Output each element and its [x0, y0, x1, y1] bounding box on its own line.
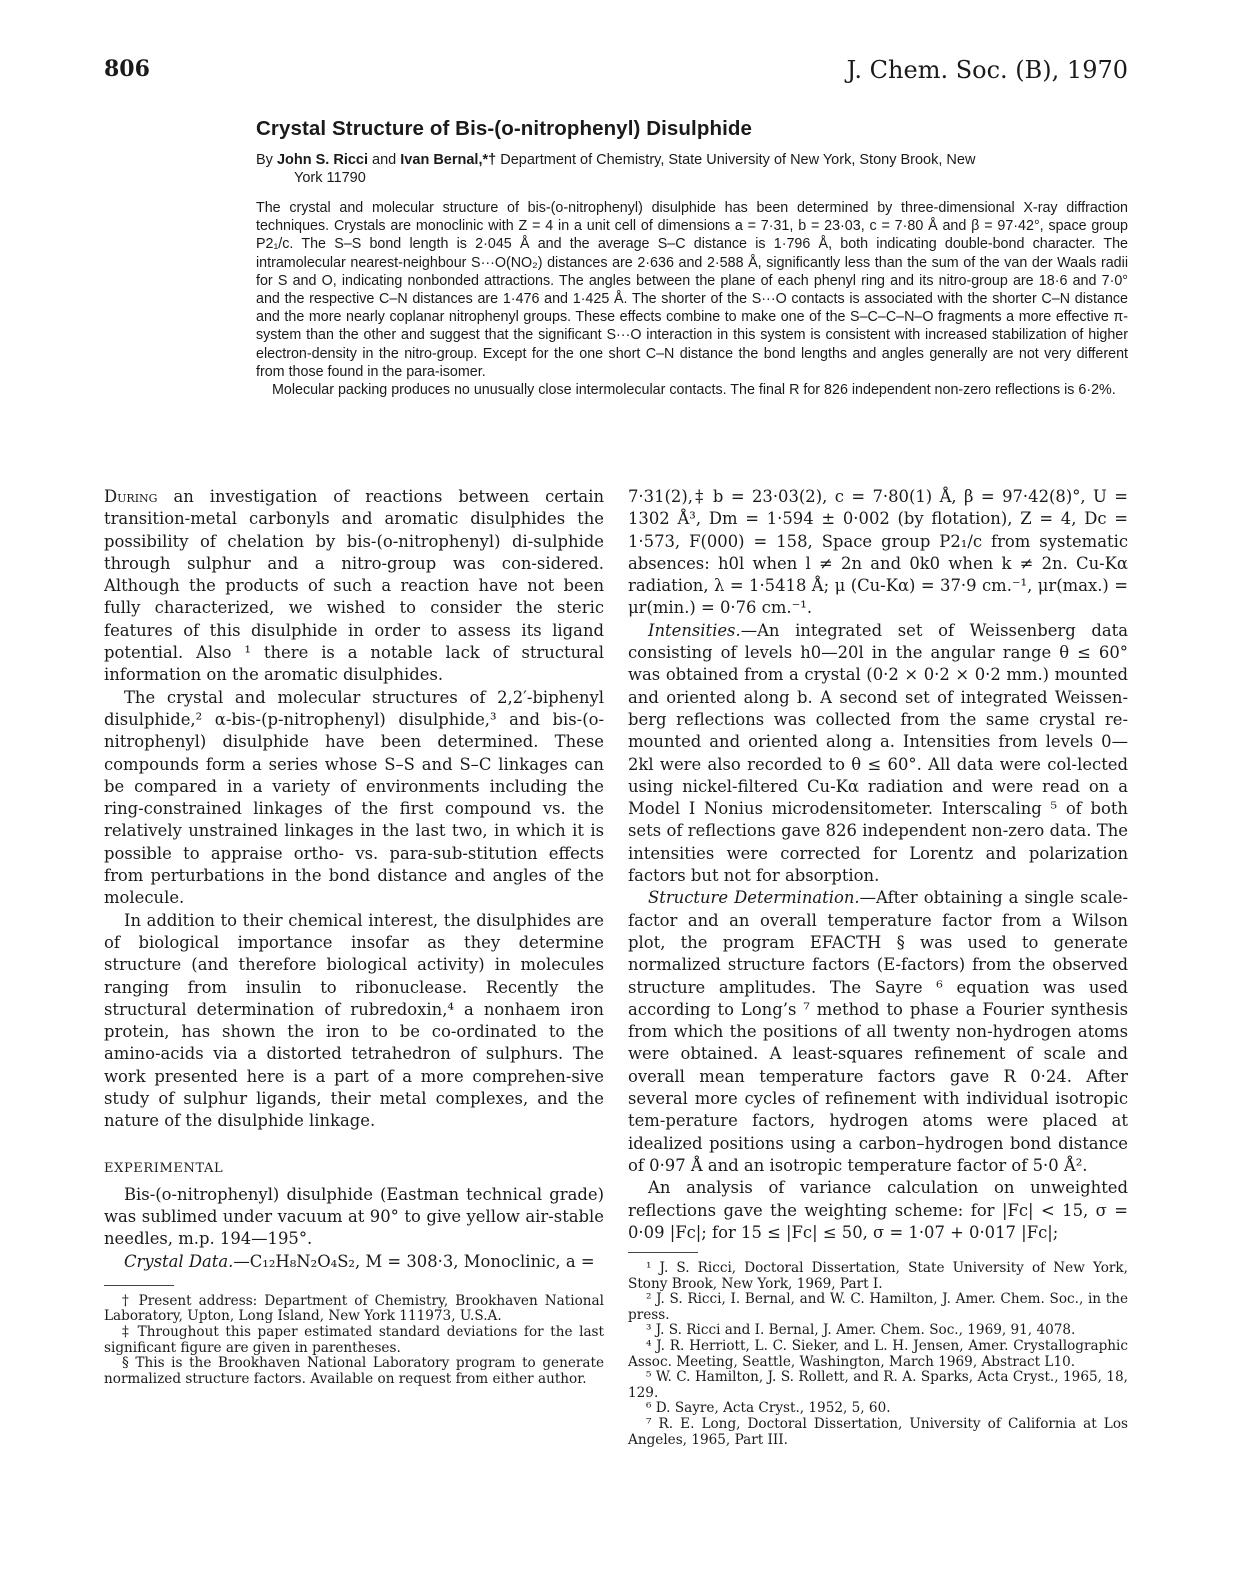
- intensities-paragraph: [628, 620, 1128, 888]
- footnote-double-dagger: ‡ Throughout this paper estimated standard deviations for the last significant figure are given in parentheses.: [104, 1323, 604, 1356]
- intensities-text: —An integrated set of Weissenberg data consisting of levels h0—20l in the angular range θ ≤ 60° was obtained from a crystal (0·2 × 0·2 × 0·2 mm.) mounted and oriented along b. A second set of integrated Weissen-berg reflections was collected from the same crystal re-mounted and oriented along a. Intensities from levels 0—2kl were also recorded to θ ≤ 60°. All data were col-lected using nickel-filtered Cu-Kα radiation and were read on a Model I Nonius microdensitometer. Interscaling ⁵ of both sets of reflections gave 826 independent non-zero data. The intensities were corrected for Lorentz and polarization factors but not for absorption.: [628, 620, 1128, 886]
- intro-paragraph-2: The crystal and molecular structures of 2,2′-biphenyl disulphide,² α-bis-(p-nitrophenyl) disulphide,³ and bis-(o-nitrophenyl) disulphide have been determined. These compounds form a series whose S–S and S–C linkages can be compared in a variety of environments including the ring-constrained linkages of the first compound vs. the relatively unstrained linkages in the last two, in which it is possible to appraise ortho- vs. para-sub-stitution effects from perturbations in the bond distance and angles of the molecule.: [104, 687, 604, 908]
- reference-item: ¹ J. S. Ricci, Doctoral Dissertation, State University of New York, Stony Brook, New York, 1969, Part I.: [628, 1260, 1128, 1292]
- right-column: [628, 486, 1128, 1448]
- crystal-data-paragraph: [104, 1251, 604, 1273]
- intensities-label: Intensities.: [648, 620, 741, 640]
- intro-paragraph-1-text: an investigation of reactions between certain transition-metal carbonyls and aromatic disulphides the possibility of chelation by bis-(o-nitrophenyl) di-sulphide through sulphur and a nitro-group was con-sidered. Although the products of such a reaction have not been fully characterized, we wished to consider the steric features of this disulphide in order to assess its ligand potential. Also ¹ there is a notable lack of structural information on the aromatic disulphides.: [104, 487, 604, 685]
- structure-label: Structure Determination.: [648, 888, 860, 908]
- page-header: [104, 56, 1128, 92]
- footnote-dagger: † Present address: Department of Chemistry, Brookhaven National Laboratory, Upton, Long Island, New York 111973, U.S.A.: [104, 1292, 604, 1325]
- experimental-heading: EXPERIMENTAL: [104, 1160, 224, 1176]
- intro-paragraph-1: [104, 486, 604, 687]
- author-bernal: Ivan Bernal,*†: [400, 152, 497, 168]
- analysis-paragraph: An analysis of variance calculation on unweighted reflections gave the weighting scheme: for |Fc| < 15, σ = 0·09 |Fc|; for 15 ≤ |Fc| ≤ 50, σ = 1·07 + 0·017 |Fc|;: [628, 1178, 1128, 1242]
- journal-citation: J. Chem. Soc. (B), 1970: [846, 56, 1128, 84]
- by-word: By: [256, 152, 273, 168]
- reference-item: ⁴ J. R. Herriott, L. C. Sieker, and L. H. Jensen, Amer. Crystallographic Assoc. Meeting, Seattle, Washington, March 1969, Abstract L10.: [628, 1338, 1128, 1370]
- author-line: [256, 151, 1128, 187]
- intro-paragraph-3: In addition to their chemical interest, the disulphides are of biological importance insofar as they determine structure (and therefore biological activity) in molecules ranging from insulin to ribonuclease. Recently the structural determination of rubredoxin,⁴ a nonhaem iron protein, has shown the iron to be co-ordinated to the amino-acids via a distorted tetrahedron of sulphurs. The work presented here is a part of a more comprehen-sive study of sulphur ligands, their metal complexes, and the nature of the disulphide linkage.: [104, 910, 604, 1131]
- crystal-data-label: Crystal Data.: [124, 1251, 234, 1271]
- abstract: [256, 199, 1128, 399]
- footnote-section: § This is the Brookhaven National Laboratory program to generate normalized structure factors. Available on request from either author.: [104, 1355, 604, 1387]
- and-word: and: [372, 152, 397, 168]
- structure-determination-paragraph: [628, 887, 1128, 1177]
- affiliation: Department of Chemistry, State University of New York, Stony Brook, New: [500, 152, 976, 168]
- reference-item: ³ J. S. Ricci and I. Bernal, J. Amer. Chem. Soc., 1969, 91, 4078.: [646, 1322, 1076, 1339]
- crystal-data-continued: 7·31(2),‡ b = 23·03(2), c = 7·80(1) Å, β = 97·42(8)°, U = 1302 Å³, Dm = 1·594 ± 0·002 (by flotation), Z = 4, Dc = 1·573, F(000) = 158, Space group P2₁/c from systematic absences: h0l when l ≠ 2n and 0k0 when k ≠ 2n. Cu-Kα radiation, λ = 1·5418 Å; μ (Cu-Kα) = 37·9 cm.⁻¹, μr(max.) = μr(min.) = 0·76 cm.⁻¹.: [628, 487, 1128, 618]
- footnote-rule: [104, 1285, 174, 1286]
- reference-item: ⁷ R. E. Long, Doctoral Dissertation, University of California at Los Angeles, 1965, Part III.: [628, 1416, 1128, 1448]
- article-title: Crystal Structure of Bis-(o-nitrophenyl) Disulphide: [256, 117, 752, 140]
- drop-lead-word: During: [104, 487, 158, 506]
- reference-item: ² J. S. Ricci, I. Bernal, and W. C. Hamilton, J. Amer. Chem. Soc., in the press.: [628, 1291, 1128, 1323]
- reference-item: ⁶ D. Sayre, Acta Cryst., 1952, 5, 60.: [646, 1400, 891, 1417]
- left-column: [104, 486, 604, 1387]
- crystal-data-text: —C₁₂H₈N₂O₄S₂, M = 308·3, Monoclinic, a =: [233, 1251, 595, 1271]
- experimental-paragraph: Bis-(o-nitrophenyl) disulphide (Eastman technical grade) was sublimed under vacuum at 90° to give yellow air-stable needles, m.p. 194—195°.: [104, 1184, 604, 1249]
- page-number: 806: [104, 56, 150, 82]
- structure-text: —After obtaining a single scale-factor and an overall temperature factor from a Wilson plot, the program EFACTH § was used to generate normalized structure factors (E-factors) from the observed structure amplitudes. The Sayre ⁶ equation was used according to Long’s ⁷ method to phase a Fourier synthesis from which the positions of all twenty non-hydrogen atoms were obtained. A least-squares refinement of scale and overall mean temperature factors gave R 0·24. After several more cycles of refinement with individual isotropic tem-perature factors, hydrogen atoms were placed at idealized positions using a carbon–hydrogen bond distance of 0·97 Å and an isotropic temperature factor of 5·0 Å².: [628, 888, 1128, 1175]
- affiliation-cont: York 11790: [294, 170, 366, 186]
- author-ricci: John S. Ricci: [276, 152, 369, 168]
- title-block: [256, 117, 1128, 399]
- reference-item: ⁵ W. C. Hamilton, J. S. Rollett, and R. A. Sparks, Acta Cryst., 1965, 18, 129.: [628, 1369, 1128, 1401]
- references-rule: [628, 1252, 698, 1253]
- abstract-paragraph-1: The crystal and molecular structure of bis-(o-nitrophenyl) disulphide has been determined by three-dimensional X-ray diffraction techniques. Crystals are monoclinic with Z = 4 in a unit cell of dimensions a = 7·31, b = 23·03, c = 7·80 Å and β = 97·42°, space group P2₁/c. The S–S bond length is 2·045 Å and the average S–C distance is 1·796 Å, both indicating double-bond character. The intramolecular nearest-neighbour S···O(NO₂) distances are 2·636 and 2·588 Å, significantly less than the sum of the van der Waals radii for S and O, indicating nonbonded attractions. The angles between the plane of each phenyl ring and its nitro-group are 18·6 and 7·0° and the respective C–N distances are 1·476 and 1·425 Å. The shorter of the S···O contacts is associated with the shorter C–N distance and the more nearly coplanar nitrophenyl groups. These effects combine to make one of the S–C–C–N–O fragments a more effective π-system than the other and suggest that the significant S···O interaction in this system is consistent with increased stabilization of higher electron-density in the nitro-group. Except for the one short C–N distance the bond lengths and angles generally are not very different from those found in the para-isomer.: [256, 200, 1128, 380]
- abstract-paragraph-2: Molecular packing produces no unusually close intermolecular contacts. The final R for 826 independent non-zero reflections is 6·2%.: [272, 382, 1116, 399]
